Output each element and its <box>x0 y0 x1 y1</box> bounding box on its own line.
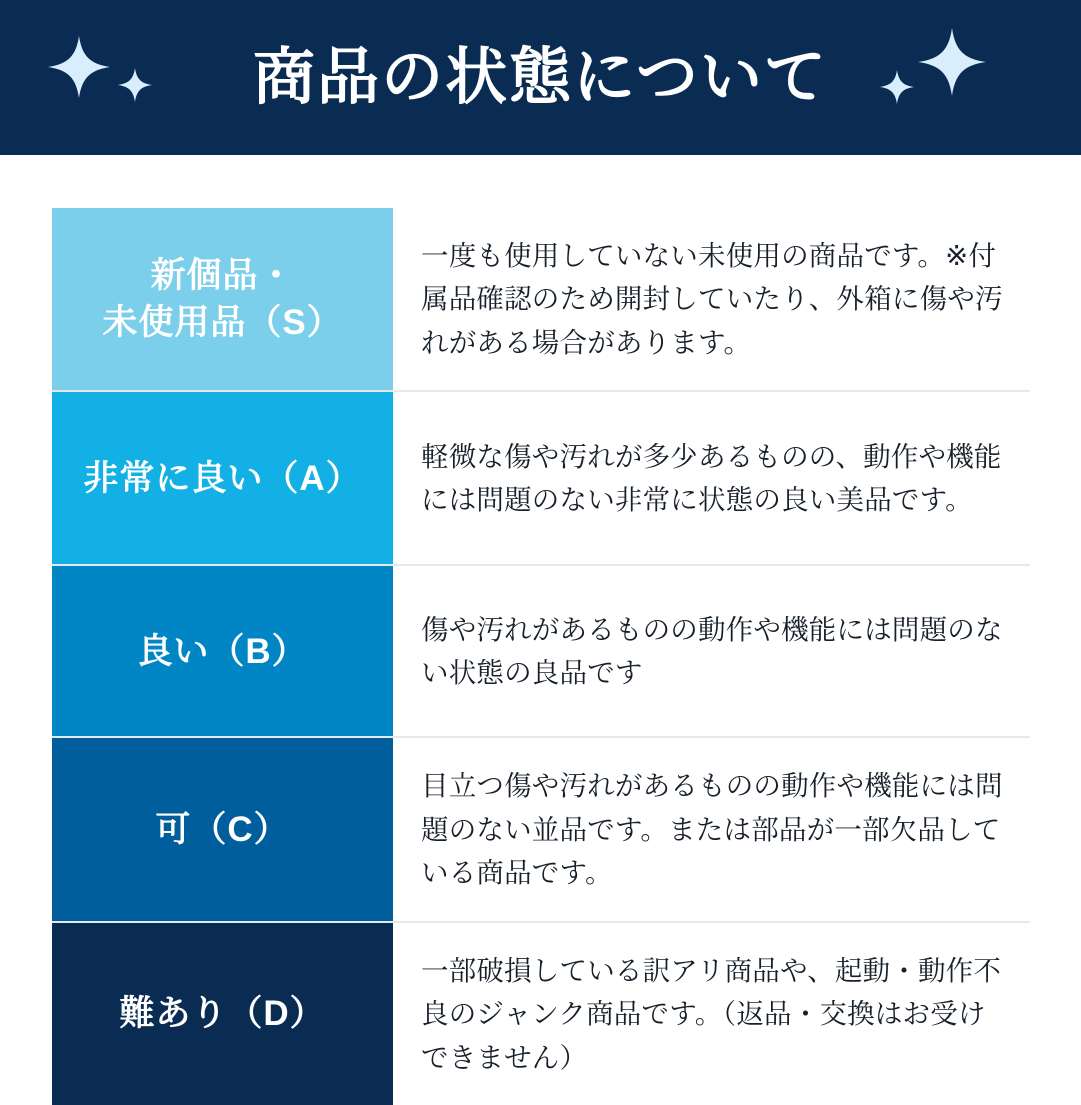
header-banner <box>0 0 1081 155</box>
sparkle-small-icon <box>880 70 914 104</box>
condition-grade-label <box>52 566 393 736</box>
sparkle-icon <box>918 28 986 96</box>
condition-description <box>393 566 1030 736</box>
condition-description-text: 一部破損している訳アリ商品や、起動・動作不良のジャンク商品です。（返品・交換はお受けできません） <box>421 954 1002 1073</box>
condition-grade-label <box>52 738 393 920</box>
table-row <box>52 392 1030 566</box>
condition-description-text: 一度も使用していない未使用の商品です。※付属品確認のため開封していたり、外箱に傷や汚れがある場合があります。 <box>421 240 1003 358</box>
grade-line-1: 難あり（D） <box>119 994 326 1034</box>
condition-description-text: 目立つ傷や汚れがあるものの動作や機能には問題のない並品です。または部品が一部欠品している商品です。 <box>421 770 1003 889</box>
condition-description <box>393 738 1030 920</box>
table-row <box>52 566 1030 738</box>
sparkle-small-icon <box>118 68 152 102</box>
condition-description-text: 軽微な傷や汚れが多少あるものの、動作や機能には問題のない非常に状態の良い美品です。 <box>421 440 1002 516</box>
grade-line-1: 可（C） <box>155 809 290 849</box>
table-row <box>52 738 1030 922</box>
condition-grade-label <box>52 392 393 564</box>
condition-description <box>393 923 1030 1105</box>
condition-grade-label <box>52 208 393 390</box>
condition-description-text: 傷や汚れがあるものの動作や機能には問題のない状態の良品です <box>421 613 1003 689</box>
grade-line-1: 非常に良い（A） <box>83 458 362 498</box>
grade-line-1: 新個品・ <box>150 255 295 295</box>
table-row <box>52 923 1030 1105</box>
condition-table <box>52 208 1030 1105</box>
page-title: 商品の状態について <box>253 42 828 112</box>
condition-description <box>393 392 1030 564</box>
table-row <box>52 208 1030 392</box>
sparkle-icon <box>48 36 110 98</box>
condition-description <box>393 208 1030 390</box>
condition-grade-label <box>52 923 393 1105</box>
grade-line-1: 良い（B） <box>137 631 308 671</box>
grade-line-2: 未使用品（S） <box>102 303 343 343</box>
